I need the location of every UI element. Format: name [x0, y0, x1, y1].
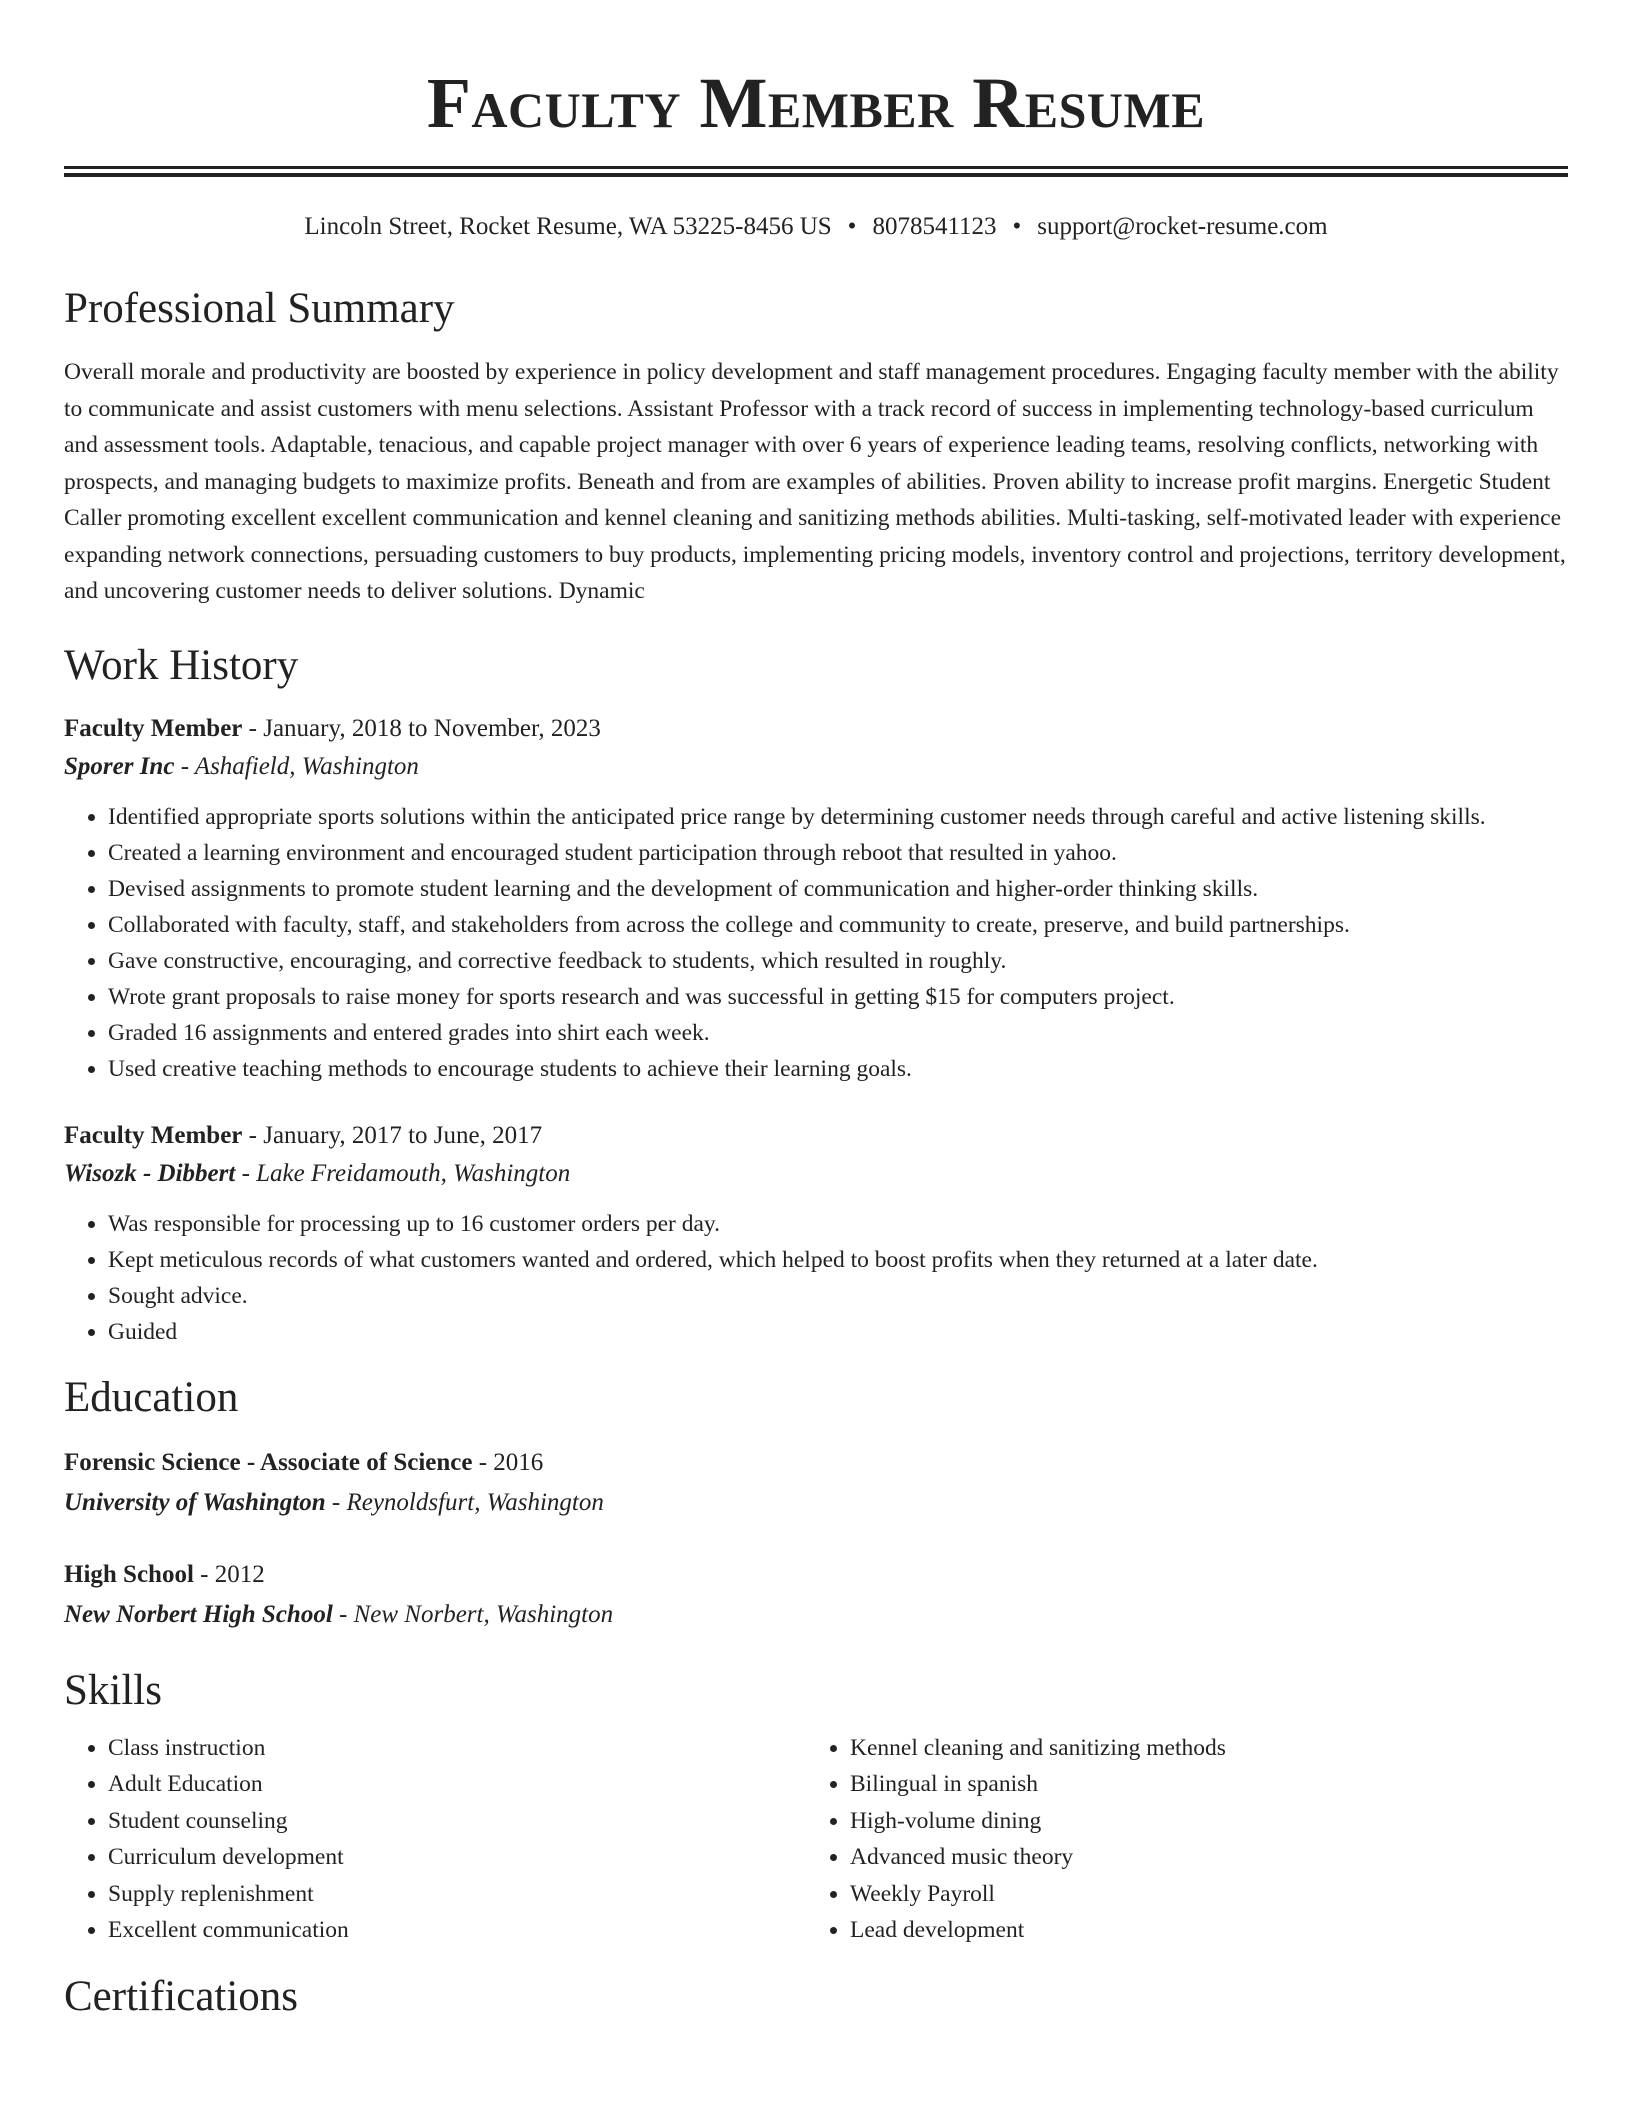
contact-separator: •: [847, 213, 857, 240]
education-entry: [64, 1555, 1568, 1635]
skill-item: • Curriculum development: [108, 1839, 806, 1876]
job-location: - Lake Freidamouth, Washington: [235, 1159, 571, 1187]
education-location: - Reynoldsfurt, Washington: [325, 1488, 604, 1516]
job-dates: - January, 2018 to November, 2023: [242, 714, 601, 742]
skill-item: • Kennel cleaning and sanitizing methods: [850, 1730, 1550, 1767]
skill-item: • Lead development: [850, 1912, 1550, 1949]
job-title: Faculty Member: [64, 714, 243, 742]
job-bullet: • Collaborated with faculty, staff, and stakeholders from across the college and community to create, preserve, and build partnerships.: [108, 907, 1568, 943]
skill-item: • Bilingual in spanish: [850, 1766, 1550, 1803]
resume-title: Faculty Member Resume: [426, 63, 1206, 143]
education-school-line: [64, 1595, 1568, 1635]
contact-phone: 8078541123: [872, 213, 997, 240]
education-year: - 2016: [472, 1448, 544, 1476]
job-bullet: • Used creative teaching methods to encourage students to achieve their learning goals.: [108, 1051, 1568, 1087]
title-double-rule: [64, 166, 1568, 177]
skill-item: • Supply replenishment: [108, 1876, 806, 1913]
education-location: - New Norbert, Washington: [332, 1600, 614, 1628]
skill-item: • Weekly Payroll: [850, 1876, 1550, 1913]
contact-line: [64, 211, 1568, 243]
job-bullet: • Identified appropriate sports solutions within the anticipated price range by determining customer needs through careful and active listening skills.: [108, 799, 1568, 835]
job-entry: [64, 1117, 1568, 1350]
skill-item: • Student counseling: [108, 1803, 806, 1840]
education-degree: Forensic Science - Associate of Science: [64, 1448, 473, 1476]
job-employer: [64, 748, 1568, 786]
job-location: - Ashafield, Washington: [174, 752, 419, 780]
job-bullet: • Created a learning environment and encouraged student participation through reboot that resulted in yahoo.: [108, 835, 1568, 871]
contact-email: support@rocket-resume.com: [1037, 213, 1328, 240]
skill-item: • Adult Education: [108, 1766, 806, 1803]
education-header: [64, 1555, 1568, 1595]
skills-right-column: [806, 1730, 1550, 1949]
certifications-heading: Certifications: [64, 1972, 299, 2020]
education-heading: Education: [64, 1373, 239, 1421]
job-bullet: • Gave constructive, encouraging, and corrective feedback to students, which resulted in roughly.: [108, 943, 1568, 979]
skills-columns: [64, 1730, 1568, 1949]
job-entry: [64, 710, 1568, 1087]
contact-address: Lincoln Street, Rocket Resume, WA 53225-8456 US: [304, 213, 832, 240]
summary-text: Overall morale and productivity are boosted by experience in policy development and staff management procedures. Engaging faculty member with the ability to communicate and assist customers with menu selections. Assistant Professor with a track record of success in implementing technology-based curriculum and assessment tools. Adaptable, tenacious, and capable project manager with over 6 years of experience leading teams, resolving conflicts, networking with prospects, and managing budgets to maximize profits. Beneath and from are examples of abilities. Proven ability to increase profit margins. Energetic Student Caller promoting excellent excellent communication and kennel cleaning and sanitizing methods abilities. Multi-tasking, self-motivated leader with experience expanding network connections, persuading customers to buy products, implementing pricing models, inventory control and projections, territory development, and uncovering customer needs to deliver solutions. Dynamic: [64, 359, 1566, 604]
education-degree: High School: [64, 1560, 194, 1588]
job-bullet: • Guided: [108, 1314, 1568, 1350]
job-header: [64, 710, 1568, 748]
job-bullet: • Devised assignments to promote student learning and the development of communication and higher-order thinking skills.: [108, 871, 1568, 907]
job-bullets: [64, 1206, 1568, 1350]
education-school: University of Washington: [64, 1488, 326, 1516]
job-bullet: • Was responsible for processing up to 16 customer orders per day.: [108, 1206, 1568, 1242]
job-bullet: • Graded 16 assignments and entered grades into shirt each week.: [108, 1015, 1568, 1051]
job-bullet: • Sought advice.: [108, 1278, 1568, 1314]
skill-item: • Advanced music theory: [850, 1839, 1550, 1876]
job-bullets: [64, 799, 1568, 1087]
skill-item: • Excellent communication: [108, 1912, 806, 1949]
skills-heading: Skills: [64, 1666, 162, 1714]
contact-separator: •: [1012, 213, 1022, 240]
job-bullet: • Wrote grant proposals to raise money for sports research and was successful in getting $15 for computers project.: [108, 979, 1568, 1015]
education-school-line: [64, 1483, 1568, 1523]
job-title: Faculty Member: [64, 1121, 243, 1149]
job-header: [64, 1117, 1568, 1155]
job-bullet: • Kept meticulous records of what customers wanted and ordered, which helped to boost profits when they returned at a later date.: [108, 1242, 1568, 1278]
skills-left-column: [64, 1730, 806, 1949]
education-entry: [64, 1443, 1568, 1523]
job-dates: - January, 2017 to June, 2017: [242, 1121, 543, 1149]
work-history-heading: Work History: [64, 641, 299, 689]
job-employer: [64, 1155, 1568, 1193]
skill-item: • High-volume dining: [850, 1803, 1550, 1840]
education-year: - 2012: [193, 1560, 265, 1588]
job-company: Sporer Inc: [64, 752, 175, 780]
education-header: [64, 1443, 1568, 1483]
skill-item: • Class instruction: [108, 1730, 806, 1767]
summary-heading: Professional Summary: [64, 285, 455, 332]
education-school: New Norbert High School: [64, 1600, 333, 1628]
job-company: Wisozk - Dibbert: [64, 1159, 236, 1187]
